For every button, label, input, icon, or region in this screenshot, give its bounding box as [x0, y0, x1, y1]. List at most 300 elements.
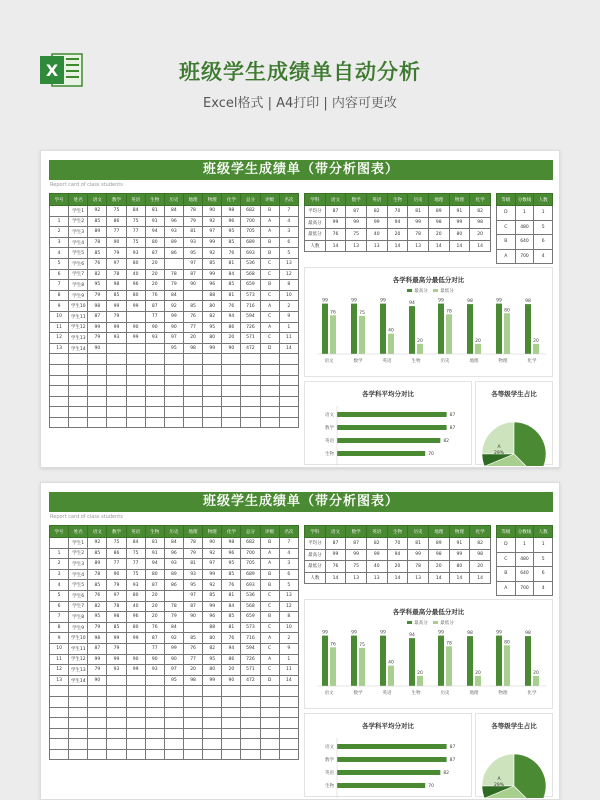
table-cell [69, 749, 88, 760]
table-cell: 99 [346, 549, 367, 561]
column-header: 英语 [366, 194, 387, 206]
table-cell: 20 [145, 258, 164, 269]
table-cell: 90 [222, 675, 241, 686]
table-cell: 90 [126, 322, 145, 333]
table-cell [203, 686, 222, 697]
table-cell: 682 [241, 538, 260, 549]
table-row [50, 590, 299, 601]
table-cell: 91 [449, 538, 470, 550]
table-cell: 14 [470, 572, 491, 584]
table-cell: 81 [145, 206, 164, 217]
table-cell: 79 [88, 622, 107, 633]
table-row [50, 343, 299, 354]
table-row [50, 548, 299, 559]
table-cell: 90 [183, 612, 202, 623]
table-cell: 14 [428, 240, 449, 252]
table-row [50, 749, 299, 760]
data-label: 70 [428, 452, 434, 457]
bar-min [504, 313, 510, 354]
table-cell: 学生7 [69, 269, 88, 280]
table-cell [222, 728, 241, 739]
table-cell: 13 [346, 240, 367, 252]
table-cell: 90 [145, 654, 164, 665]
table-cell: 99 [366, 549, 387, 561]
pie-label: A [497, 445, 501, 450]
table-cell [88, 375, 107, 386]
table-cell: 97 [183, 590, 202, 601]
data-label: 40 [388, 328, 394, 334]
bar-min [504, 645, 510, 686]
table-cell [50, 375, 69, 386]
table-cell [107, 675, 126, 686]
table-cell: 80 [145, 237, 164, 248]
table-cell: 85 [107, 622, 126, 633]
table-cell [260, 417, 279, 428]
table-cell: 92 [203, 248, 222, 259]
table-cell [203, 728, 222, 739]
table-cell [260, 364, 279, 375]
table-cell: 6 [50, 269, 69, 280]
table-cell: 726 [241, 654, 260, 665]
table-cell: 99 [408, 549, 429, 561]
table-cell: 81 [222, 290, 241, 301]
table-cell: 14 [387, 240, 408, 252]
table-cell [203, 386, 222, 397]
table-cell: 9 [50, 301, 69, 312]
table-cell: 学生5 [69, 580, 88, 591]
table-cell [183, 386, 202, 397]
table-cell: 平均分 [305, 538, 326, 550]
table-cell: 学生12 [69, 654, 88, 665]
table-cell: 10 [50, 311, 69, 322]
table-cell [164, 707, 183, 718]
x-tick-label: 历史 [440, 359, 450, 364]
table-cell: 93 [183, 237, 202, 248]
table-cell: 81 [183, 227, 202, 238]
table-row [50, 269, 299, 280]
table-cell [203, 354, 222, 365]
column-header: 语文 [325, 194, 346, 206]
excel-logo-letter: X [45, 61, 59, 80]
data-label: 75 [359, 310, 365, 316]
table-cell: 3 [50, 237, 69, 248]
data-label: 98 [467, 299, 473, 305]
x-tick-label: 英语 [382, 359, 392, 364]
table-cell [241, 739, 260, 750]
sheet-banner-english: Report card of class students [50, 182, 123, 188]
table-cell [279, 749, 298, 760]
table-cell: A [260, 216, 279, 227]
table-cell [126, 364, 145, 375]
table-cell: 学生4 [69, 237, 88, 248]
table-cell: 75 [126, 569, 145, 580]
table-cell [107, 364, 126, 375]
table-cell [203, 707, 222, 718]
table-cell: 94 [387, 549, 408, 561]
table-cell: 5 [50, 590, 69, 601]
table-cell: 87 [346, 538, 367, 550]
table-cell [241, 417, 260, 428]
table-cell: 87 [145, 301, 164, 312]
table-cell [88, 396, 107, 407]
table-cell: 98 [183, 343, 202, 354]
table-cell [183, 375, 202, 386]
table-cell: 6 [50, 601, 69, 612]
table-cell: 2 [279, 633, 298, 644]
table-cell: 86 [222, 654, 241, 665]
table-cell: 4 [279, 548, 298, 559]
table-cell: 1 [515, 538, 534, 553]
table-cell [69, 696, 88, 707]
grade-row [497, 249, 553, 264]
table-cell: 87 [145, 633, 164, 644]
stats-row [305, 549, 491, 561]
table-cell: 90 [183, 280, 202, 291]
data-label: 20 [417, 338, 423, 344]
column-header: 英语 [126, 194, 145, 206]
table-cell: 705 [241, 227, 260, 238]
table-cell: B [260, 248, 279, 259]
table-cell [183, 364, 202, 375]
legend-max: 最高分 [414, 289, 428, 294]
table-cell: 81 [145, 538, 164, 549]
table-cell [279, 375, 298, 386]
table-cell: 705 [241, 559, 260, 570]
table-cell [145, 707, 164, 718]
table-cell [164, 407, 183, 418]
table-cell: 6 [279, 569, 298, 580]
table-cell: 11 [50, 322, 69, 333]
table-cell: 98 [107, 280, 126, 291]
legend-min: 最低分 [440, 621, 454, 626]
table-cell: 14 [325, 240, 346, 252]
table-cell: 93 [107, 333, 126, 344]
column-header: 生物 [387, 194, 408, 206]
table-cell: 学生8 [69, 612, 88, 623]
table-cell: 98 [428, 549, 449, 561]
table-row [50, 707, 299, 718]
table-cell: A [260, 227, 279, 238]
grade-row [497, 538, 553, 553]
bar-max [525, 304, 531, 354]
table-cell [241, 396, 260, 407]
bar-min [475, 344, 481, 354]
table-cell: 99 [203, 569, 222, 580]
table-cell: 90 [107, 569, 126, 580]
table-cell: 8 [279, 612, 298, 623]
table-cell: 78 [164, 269, 183, 280]
bar-average [337, 770, 440, 775]
table-cell: 4 [534, 581, 553, 596]
table-cell [241, 749, 260, 760]
table-cell: 学生14 [69, 675, 88, 686]
table-cell: 99 [408, 217, 429, 229]
table-cell: 98 [222, 538, 241, 549]
table-cell: 20 [145, 612, 164, 623]
table-cell: 91 [449, 206, 470, 218]
table-cell: 40 [366, 229, 387, 241]
table-cell: 96 [222, 548, 241, 559]
table-cell [164, 728, 183, 739]
table-cell: 99 [88, 654, 107, 665]
table-cell: 726 [241, 322, 260, 333]
table-cell: 689 [241, 569, 260, 580]
table-cell: 700 [241, 216, 260, 227]
table-cell: A [497, 581, 516, 596]
table-cell: 78 [88, 569, 107, 580]
table-cell [126, 375, 145, 386]
table-cell: 640 [515, 235, 534, 250]
table-cell: 91 [145, 548, 164, 559]
table-cell [107, 407, 126, 418]
bar-average [337, 783, 425, 788]
column-header: 总分 [241, 194, 260, 206]
bar-min [533, 676, 539, 686]
column-header: 评级 [260, 194, 279, 206]
table-cell [222, 354, 241, 365]
table-cell [203, 696, 222, 707]
grade-share-chart [475, 381, 553, 465]
table-cell: 学生14 [69, 343, 88, 354]
table-cell: 84 [164, 206, 183, 217]
table-cell: 86 [164, 580, 183, 591]
table-cell [164, 375, 183, 386]
table-cell [241, 728, 260, 739]
sheet-banner: 班级学生成绩单（带分析图表） [49, 492, 553, 512]
table-cell: C [260, 290, 279, 301]
table-cell: 学生1 [69, 206, 88, 217]
table-cell [164, 749, 183, 760]
table-cell: 594 [241, 643, 260, 654]
table-cell [241, 364, 260, 375]
table-cell [107, 718, 126, 729]
table-cell: 94 [387, 217, 408, 229]
grade-row [497, 220, 553, 235]
column-header: 评级 [260, 526, 279, 538]
table-cell: 78 [183, 538, 202, 549]
x-tick-label: 物理 [498, 359, 508, 364]
data-label: 87 [449, 426, 456, 431]
table-cell: 99 [366, 217, 387, 229]
data-label: 70 [428, 784, 434, 789]
x-tick-label: 地理 [469, 359, 479, 364]
table-cell: 70 [387, 538, 408, 550]
table-cell: 79 [164, 612, 183, 623]
table-cell: 90 [107, 237, 126, 248]
table-cell: 87 [325, 538, 346, 550]
data-label: 94 [409, 633, 415, 639]
table-cell [260, 739, 279, 750]
table-cell: 93 [145, 665, 164, 676]
column-header: 生物 [145, 526, 164, 538]
table-cell: 14 [428, 572, 449, 584]
table-cell: 84 [222, 269, 241, 280]
table-cell: 77 [145, 311, 164, 322]
table-cell: 98 [183, 675, 202, 686]
table-row [50, 290, 299, 301]
table-cell: 99 [325, 217, 346, 229]
table-cell [69, 354, 88, 365]
table-cell: 13 [50, 675, 69, 686]
table-cell: 3 [279, 559, 298, 570]
table-cell [222, 417, 241, 428]
table-cell [222, 696, 241, 707]
x-tick-label: 生物 [411, 691, 421, 696]
table-cell: C [260, 311, 279, 322]
table-cell [241, 386, 260, 397]
table-row [50, 654, 299, 665]
table-cell [260, 407, 279, 418]
table-cell [126, 728, 145, 739]
table-cell: 571 [241, 333, 260, 344]
table-cell [50, 538, 69, 549]
table-cell [279, 707, 298, 718]
table-cell: 85 [222, 280, 241, 291]
x-tick-label: 化学 [527, 359, 537, 364]
table-cell: 13 [408, 572, 429, 584]
column-header: 英语 [366, 526, 387, 538]
table-cell [126, 343, 145, 354]
table-cell: 95 [88, 280, 107, 291]
table-cell [107, 686, 126, 697]
table-cell: 2 [279, 301, 298, 312]
table-row [50, 633, 299, 644]
table-cell: 98 [470, 217, 491, 229]
table-cell: 75 [107, 538, 126, 549]
data-label: 87 [449, 745, 456, 750]
table-cell [164, 258, 183, 269]
table-cell: 13 [408, 240, 429, 252]
table-cell: 82 [203, 311, 222, 322]
bar-max [525, 636, 531, 686]
table-cell: 87 [346, 206, 367, 218]
table-cell: 99 [203, 237, 222, 248]
table-cell: 5 [534, 220, 553, 235]
column-header: 英语 [126, 526, 145, 538]
grade-share-plot [476, 382, 554, 466]
table-cell [145, 739, 164, 750]
table-cell: D [260, 343, 279, 354]
table-cell [222, 364, 241, 375]
table-cell [50, 386, 69, 397]
x-tick-label: 英语 [382, 691, 392, 696]
data-label: 99 [496, 298, 502, 304]
table-cell: 80 [203, 665, 222, 676]
data-label: 76 [330, 642, 336, 648]
table-cell: 95 [164, 675, 183, 686]
column-header: 生物 [145, 194, 164, 206]
table-cell [241, 718, 260, 729]
table-cell [69, 417, 88, 428]
table-cell: 75 [126, 216, 145, 227]
table-cell: 96 [126, 280, 145, 291]
table-cell: 90 [164, 654, 183, 665]
table-cell [145, 686, 164, 697]
bar-max [496, 636, 502, 686]
table-cell: 1 [50, 548, 69, 559]
table-cell: 5 [279, 580, 298, 591]
table-cell [279, 386, 298, 397]
table-row [50, 696, 299, 707]
table-cell: 学生11 [69, 643, 88, 654]
table-cell [88, 707, 107, 718]
table-cell: 480 [515, 220, 534, 235]
table-cell: 80 [126, 258, 145, 269]
table-cell: A [497, 249, 516, 264]
table-cell: 571 [241, 665, 260, 676]
column-header: 语文 [88, 194, 107, 206]
table-cell [107, 386, 126, 397]
table-cell: 85 [88, 248, 107, 259]
table-cell: 99 [107, 654, 126, 665]
bar-max [409, 306, 415, 354]
table-cell: 学生13 [69, 665, 88, 676]
average-plot [305, 714, 473, 798]
table-cell [107, 417, 126, 428]
table-cell: 14 [279, 675, 298, 686]
table-cell: 87 [325, 206, 346, 218]
column-header: 数学 [346, 194, 367, 206]
table-cell: 76 [88, 590, 107, 601]
max-min-chart [304, 267, 553, 377]
table-cell [260, 686, 279, 697]
table-cell [126, 643, 145, 654]
bar-average [337, 744, 447, 749]
table-cell: 13 [279, 258, 298, 269]
table-cell [222, 707, 241, 718]
table-cell: 14 [387, 572, 408, 584]
pie-label: 29% [493, 451, 505, 456]
column-header: 语文 [325, 526, 346, 538]
legend-max: 最高分 [414, 621, 428, 626]
table-cell [107, 728, 126, 739]
table-cell: B [260, 612, 279, 623]
table-cell: 学生6 [69, 590, 88, 601]
data-label: 98 [467, 631, 473, 637]
table-cell: 76 [222, 580, 241, 591]
table-cell: 学生8 [69, 280, 88, 291]
table-cell: 75 [346, 229, 367, 241]
table-cell: 12 [279, 601, 298, 612]
bar-max [438, 304, 444, 354]
table-cell [164, 396, 183, 407]
table-cell [241, 707, 260, 718]
table-cell: 693 [241, 248, 260, 259]
data-label: 80 [504, 640, 510, 646]
sheet-preview-2 [40, 482, 560, 800]
max-min-chart-title: 各学科最高分最低分对比 [392, 276, 465, 284]
table-cell: 98 [88, 301, 107, 312]
table-cell: 88 [203, 290, 222, 301]
table-cell: 95 [164, 343, 183, 354]
bar-max [467, 304, 473, 354]
table-cell: 14 [325, 572, 346, 584]
table-cell [222, 686, 241, 697]
table-cell: 85 [183, 301, 202, 312]
table-cell: 75 [346, 561, 367, 573]
table-cell: 77 [145, 643, 164, 654]
table-cell: 11 [279, 333, 298, 344]
table-cell: 79 [164, 280, 183, 291]
bar-min [388, 334, 394, 354]
table-cell: 86 [107, 216, 126, 227]
table-cell: 20 [145, 269, 164, 280]
table-cell [145, 364, 164, 375]
table-cell [69, 375, 88, 386]
table-cell [126, 739, 145, 750]
column-header: 历史 [164, 526, 183, 538]
data-label: 78 [446, 309, 452, 315]
